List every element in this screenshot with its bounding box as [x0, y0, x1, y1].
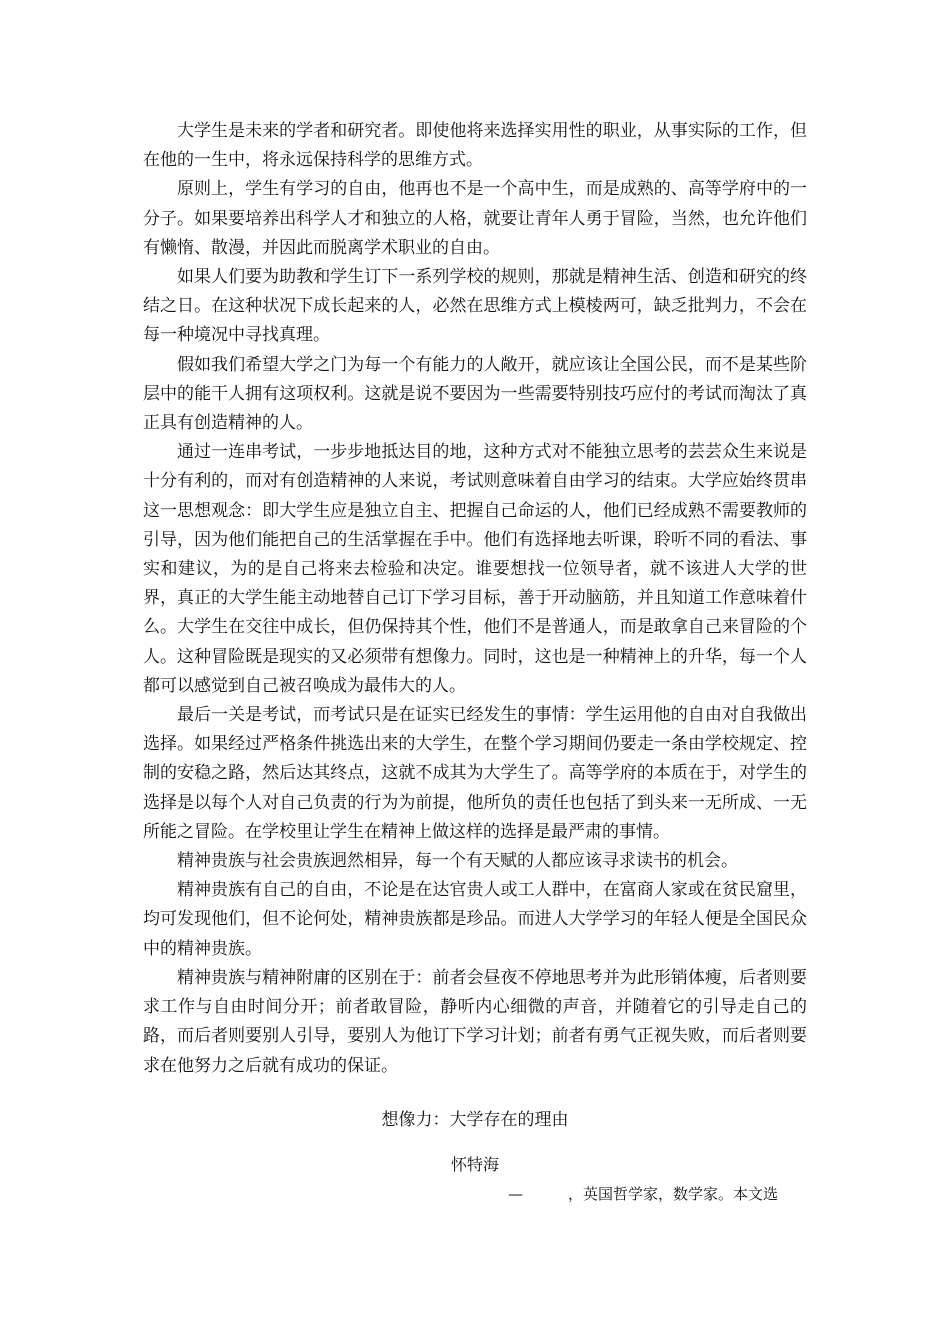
paragraph: 大学生是未来的学者和研究者。即使他将来选择实用性的职业，从事实际的工作，但在他的一生中，将永远保持科学的思维方式。 — [143, 121, 807, 171]
paragraph: 精神贵族有自己的自由，不论是在达官贵人或工人群中，在富商人家或在贫民窟里，均可发现他们，但不论何处，精神贵族都是珍品。而进人大学学习的年轻人便是全国民众中的精神贵族。 — [143, 880, 807, 959]
paragraph: 精神贵族与精神附庸的区别在于：前者会昼夜不停地思考并为此形销体瘦，后者则要求工作与自由时间分开；前者敢冒险，静听内心细微的声音，并随着它的引导走自己的路，而后者则要别人引导，要别人为他订下学习计划；前者有勇气正视失败，而后者则要求在他努力之后就有成功的保证。 — [143, 967, 807, 1076]
section-title: 想像力：大学存在的理由 — [381, 1110, 569, 1130]
article-body — [143, 117, 807, 1081]
paragraph: 通过一连串考试，一步步地抵达目的地，这种方式对不能独立思考的芸芸众生来说是十分有利的，而对有创造精神的人来说，考试则意味着自由学习的结束。大学应始终贯串这一思想观念：即大学生应是独立自主、把握自己命运的人，他们已经成熟不需要教师的引导，因为他们能把自己的生活掌握在手中。他们有选择地去听课，聆听不同的看法、事实和建议，为的是自己将来去检验和决定。谁要想找一位领导者，就不该进人大学的世界，真正的大学生能主动地替自己订下学习目标，善于开动脑筋，并且知道工作意味着什么。大学生在交往中成长，但仍保持其个性，他们不是普通人，而是敢拿自己来冒险的个人。这种冒险既是现实的又必须带有想像力。同时，这也是一种精神上的升华，每一个人都可以感觉到自己被召唤成为最伟大的人。 — [143, 442, 807, 696]
paragraph: 假如我们希望大学之门为每一个有能力的人敞开，就应该让全国公民，而不是某些阶层中的能干人拥有这项权利。这就是说不要因为一些需要特别技巧应付的考试而淘汰了真正具有创造精神的人。 — [143, 354, 807, 434]
paragraph: 精神贵族与社会贵族迥然相异，每一个有天赋的人都应该寻求读书的机会。 — [177, 851, 738, 872]
paragraph: 最后一关是考试，而考试只是在证实已经发生的事情：学生运用他的自由对自我做出选择。如果经过严格条件挑选出来的大学生，在整个学习期间仍要走一条由学校规定、控制的安稳之路，然后达其终点，这就不成其为大学生了。高等学府的本质在于，对学生的选择是以每个人对自己负责的行为为前提，他所负的责任也包括了到头来一无所成、一无所能之冒险。在学校里让学生在精神上做这样的选择是最严肃的事情。 — [143, 705, 807, 842]
author-name: 怀特海 — [450, 1155, 499, 1174]
author-footnote: — ，英国哲学家，数学家。本文选 — [508, 1185, 779, 1203]
paragraph: 如果人们要为助教和学生订下一系列学校的规则，那就是精神生活、创造和研究的终结之日。在这种状况下成长起来的人，必然在思维方式上模棱两可，缺乏批判力，不会在每一种境况中寻找真理。 — [143, 267, 807, 346]
paragraph: 原则上，学生有学习的自由，他再也不是一个高中生，而是成熟的、高等学府中的一分子。如果要培养出科学人才和独立的人格，就要让青年人勇于冒险，当然，也允许他们有懒惰、散漫，并因此而脱离学术职业的自由。 — [143, 179, 807, 258]
